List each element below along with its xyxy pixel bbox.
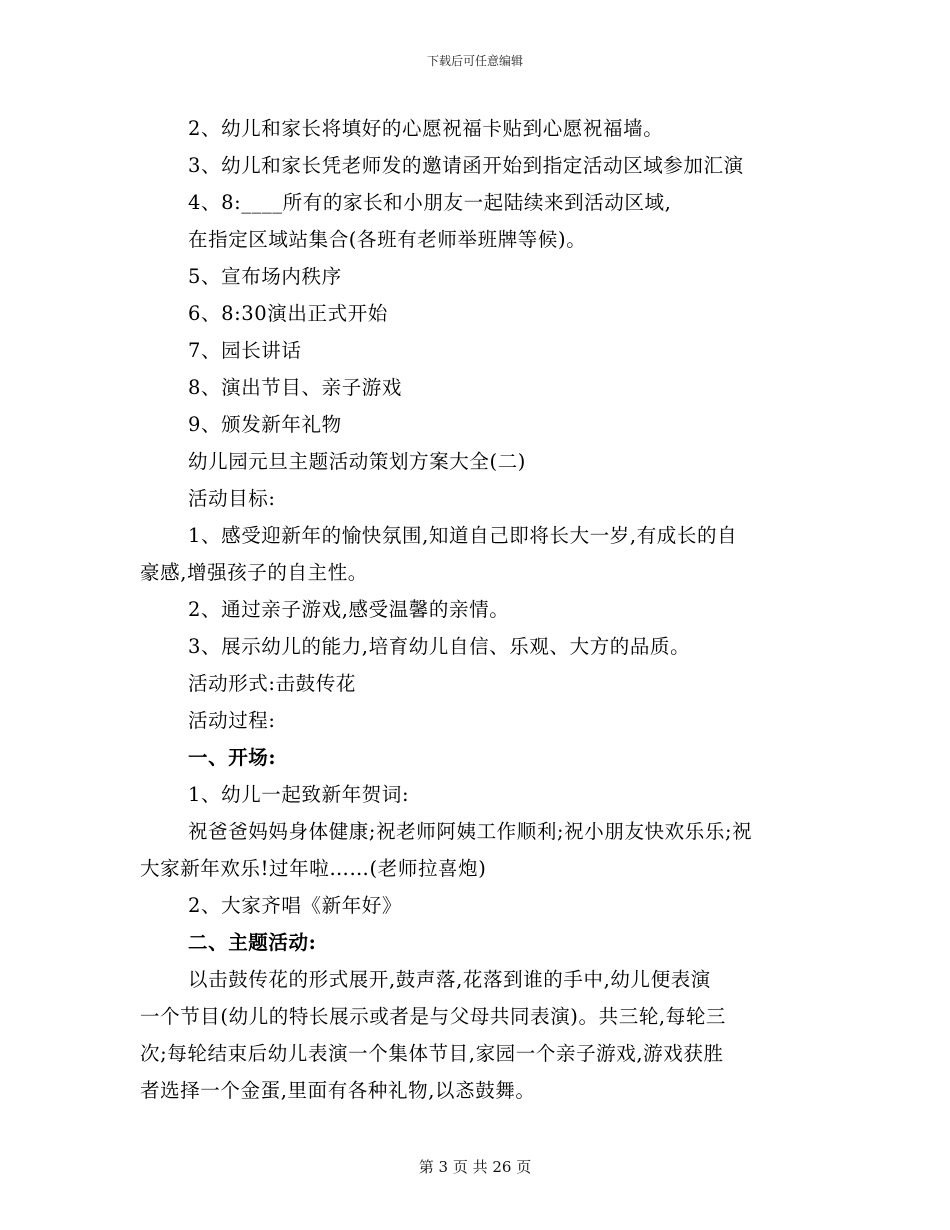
paragraph-line: 3、展示幼儿的能力,培育幼儿自信、乐观、大方的品质。 [188, 635, 691, 658]
paragraph-line: 活动形式:击鼓传花 [188, 672, 356, 695]
paragraph-line: 1、幼儿一起致新年贺词: [188, 783, 410, 806]
paragraph-line: 以击鼓传花的形式展开,鼓声落,花落到谁的手中,幼儿便表演 [188, 968, 711, 991]
section-heading: 二、主题活动: [188, 931, 317, 954]
paragraph-line: 者选择一个金蛋,里面有各种礼物,以忞鼓舞。 [140, 1079, 536, 1102]
paragraph-line: 2、通过亲子游戏,感受温馨的亲情。 [188, 598, 510, 621]
paragraph-line: 2、幼儿和家长将填好的心愿祝福卡贴到心愿祝福墙。 [188, 117, 664, 140]
document-body [140, 110, 808, 1109]
paragraph-line: 3、幼儿和家长凭老师发的邀请函开始到指定活动区域参加汇演 [188, 154, 744, 177]
paragraph-line: 5、宣布场内秩序 [188, 265, 342, 288]
paragraph-line: 大家新年欢乐!过年啦……(老师拉喜炮) [140, 857, 487, 880]
paragraph-line: 在指定区域站集合(各班有老师举班牌等候)。 [188, 228, 587, 251]
paragraph-line: 豪感,增强孩子的自主性。 [140, 561, 368, 584]
paragraph-line: 8、演出节目、亲子游戏 [188, 376, 403, 399]
page-header: 下载后可任意编辑 [426, 54, 523, 68]
paragraph-line: 活动目标: [188, 487, 276, 510]
section-heading: 一、开场: [188, 746, 277, 769]
paragraph-line: 次;每轮结束后幼儿表演一个集体节目,家园一个亲子游戏,游戏获胜 [140, 1042, 724, 1065]
paragraph-line: 7、园长讲话 [188, 339, 302, 362]
paragraph-line: 9、颁发新年礼物 [188, 413, 342, 436]
paragraph-line: 祝爸爸妈妈身体健康;祝老师阿姨工作顺利;祝小朋友快欢乐乐;祝 [188, 820, 753, 843]
paragraph-line: 2、大家齐唱《新年好》 [188, 894, 403, 917]
page-number: 第 3 页 共 26 页 [418, 1158, 532, 1176]
section-title: 幼儿园元旦主题活动策划方案大全(二) [188, 450, 527, 473]
paragraph-line: 活动过程: [188, 709, 276, 732]
paragraph-line: 4、8:____所有的家长和小朋友一起陆续来到活动区域, [188, 191, 672, 214]
paragraph-line: 1、感受迎新年的愉快氛围,知道自己即将长大一岁,有成长的自 [188, 524, 738, 547]
paragraph-line: 一个节目(幼儿的特长展示或者是与父母共同表演)。共三轮,每轮三 [140, 1005, 727, 1028]
paragraph-line: 6、8:30演出正式开始 [188, 302, 388, 325]
